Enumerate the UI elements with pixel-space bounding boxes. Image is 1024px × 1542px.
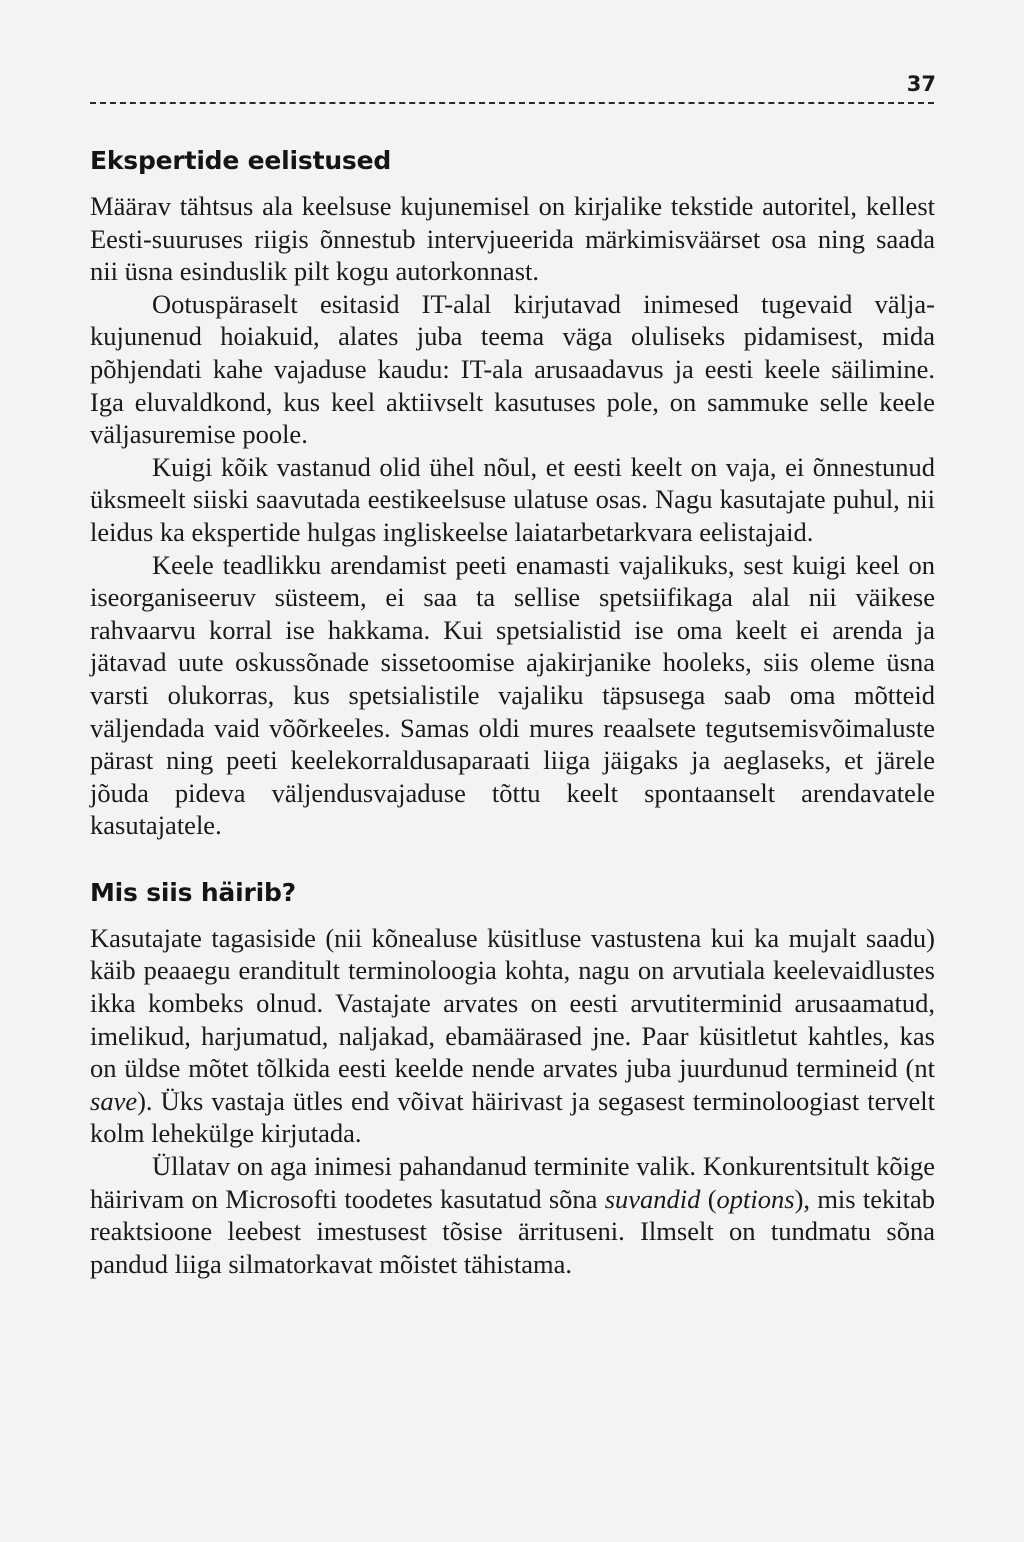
paragraph xyxy=(90,451,935,549)
paragraph xyxy=(90,288,935,451)
page-content xyxy=(90,138,935,1280)
italic-term: options xyxy=(716,1183,795,1214)
paragraph-text: Keele teadlikku arendamist peeti enamasti vajalikuks, sest kuigi keel on iseorganiseeruv süsteem, ei saa ta sellise spetsiifikaga alal nii väikese rahvaarvu korral ise hakkama. Kui spetsialistid ise oma keelt ei arenda ja jätavad uute oskussõnade sissetoomise ajakirjanike hooleks, siis oleme üsna varsti olukorras, kus spetsialistile vajaliku täpsusega saab oma mõtteid väljendada vaid võõrkeeles. Samas oldi mures reaalsete tegutsemisvõimaluste pärast ning peeti keelekorraldusaparaati liiga jäigaks ja aeglaseks, et järele jõuda pideva väljendusvajaduse tõttu keelt spontaanselt arendavatele kasutajatele. xyxy=(90,549,935,841)
paragraph xyxy=(90,1150,935,1280)
paragraph-text: ), mis tekitab reaktsioone leebest imestusest tõsise ärrituseni. Ilmselt on tundmatu sõna pandud liiga silmatorkavat mõistet tähistama. xyxy=(90,1183,935,1279)
section-heading-what-bothers: Mis siis häirib? xyxy=(90,877,296,907)
paragraph-text: Ootuspäraselt esitasid IT-alal kirjutavad inimesed tugevaid väljakujunenud hoiakuid, alates juba teema väga oluliseks pidamisest, mida põhjendati kahe vajaduse kaudu: IT-ala arusaadavus ja eesti keele säilimine. Iga eluvaldkond, kus keel aktiivselt kasutuses pole, on sammuke selle keele väljasuremise poole. xyxy=(90,288,935,450)
paragraph-text: Üllatav on aga inimesi pahandanud terminite valik. Konkurentsitult kõige häirivam on Microsofti toodetes kasutatud sõna xyxy=(90,1151,935,1214)
paragraph xyxy=(90,190,935,288)
section-heading-expert-preferences: Ekspertide eelistused xyxy=(90,146,392,175)
italic-term: save xyxy=(90,1085,138,1116)
paragraph-text: ( xyxy=(700,1183,717,1214)
paragraph-text: Kuigi kõik vastanud olid ühel nõul, et eesti keelt on vaja, ei õnnestunud üksmeelt siiski saavutada eestikeelsuse ulatuse osas. Nagu kasutajate puhul, nii leidus ka ekspertide hulgas ingliskeelse laiatarbetarkvara eelistajaid. xyxy=(90,451,935,547)
page-number: 37 xyxy=(906,72,936,96)
paragraph-text: Määrav tähtsus ala keelsuse kujunemisel on kirjalike tekstide autoritel, kellest Eesti-suuruses riigis õnnestub intervjueerida märkimisväärset osa ning saada nii üsna esinduslik pilt kogu autorkonnast. xyxy=(90,191,935,287)
paragraph xyxy=(90,922,935,1150)
paragraph-text: ). Üks vastaja ütles end võivat häirivast ja segasest terminoloogiast tervelt kolm lehekülge kirjutada. xyxy=(90,1085,935,1149)
italic-term: suvandid xyxy=(604,1183,701,1214)
paragraph-text: Kasutajate tagasiside (nii kõnealuse küsitluse vastustena kui ka mujalt saadu) käib peaaegu eranditult terminoloogia kohta, nagu on arvutiala keelevaidlustes ikka kombeks olnud. Vastajate arvates on eesti arvutiterminid arusaamatud, imelikud, harjumatud, naljakad, ebamäärased jne. Paar küsitletut kahtles, kas on üldse mõtet tõlkida eesti keelde nende arvates juba juurdunud termineid (nt xyxy=(90,922,935,1084)
paragraph xyxy=(90,549,935,842)
header-rule xyxy=(90,102,934,104)
